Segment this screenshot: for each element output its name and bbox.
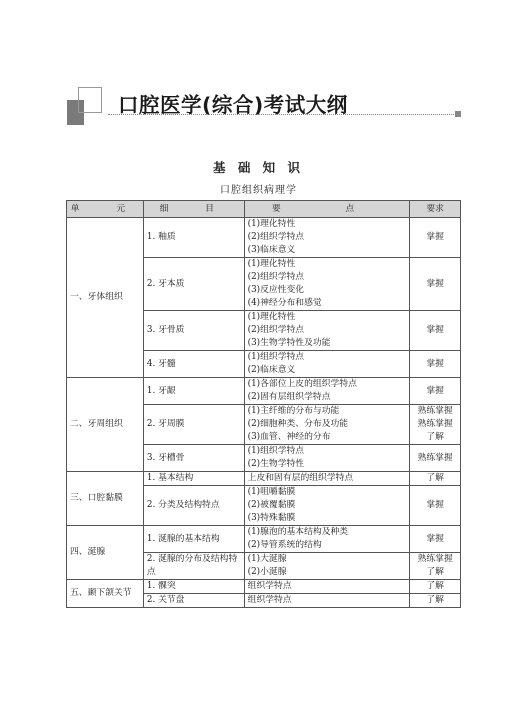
requirement-cell (410, 311, 461, 351)
key-point: (1)理化特性 (247, 259, 296, 269)
detail-item: 2. 涎腺的分布及结构特点 (143, 553, 244, 580)
requirement-level: 熟练掌握 (417, 452, 453, 463)
detail-item: 2. 关节盘 (143, 594, 244, 608)
key-point: (1)大涎腺 (247, 554, 287, 564)
unit-name: 五、颞下颌关节 (67, 580, 144, 608)
requirement-level: 了解 (426, 473, 444, 483)
requirement-level: 掌握 (426, 232, 444, 242)
key-points-cell (244, 594, 410, 608)
key-point: (1)主纤维的分布与功能 (247, 406, 340, 416)
key-point: (4)神经分布和感觉 (247, 298, 322, 308)
table-row (67, 472, 461, 486)
key-point: (2)组织学特点 (247, 272, 305, 282)
detail-item: 4. 牙髓 (143, 351, 244, 378)
book-title: 口腔医学(综合)考试大纲 (118, 93, 348, 117)
requirement-level: 掌握 (426, 500, 444, 510)
key-point: 组织学特点 (247, 581, 292, 591)
table-row (67, 378, 461, 405)
requirement-cell (410, 594, 461, 608)
key-point: 上皮和固有层的组织学特点 (247, 473, 354, 483)
key-points-cell (244, 472, 410, 486)
detail-item: 3. 牙槽骨 (143, 445, 244, 472)
requirement-cell (410, 405, 461, 445)
table-row (67, 218, 461, 258)
requirement-level: 掌握 (426, 533, 444, 544)
requirement-cell (410, 486, 461, 526)
key-points-cell (244, 351, 410, 378)
key-point: (2)临床意义 (247, 365, 296, 375)
key-point: (1)组织学特点 (247, 446, 305, 456)
requirement-cell (410, 351, 461, 378)
detail-item: 3. 牙骨质 (143, 311, 244, 351)
detail-item: 1. 基本结构 (143, 472, 244, 486)
key-point: (2)被覆黏膜 (247, 500, 296, 510)
header-dotted-rule (108, 114, 454, 115)
key-point: (3)生物学特性及功能 (247, 338, 331, 348)
requirement-cell (410, 378, 461, 405)
key-points-cell (244, 580, 410, 594)
requirement-level: 熟练掌握 (417, 406, 453, 416)
requirement-level: 了解 (426, 581, 444, 591)
key-point: (1)组织学特点 (247, 352, 305, 362)
column-header-detail: 细 目 (143, 201, 244, 218)
key-point: (3)反应性变化 (247, 285, 305, 295)
key-points-cell (244, 311, 410, 351)
table-header-row (67, 201, 461, 218)
key-point: (2)生物学特性 (247, 459, 305, 469)
key-points-cell (244, 553, 410, 580)
table-row (67, 526, 461, 553)
key-points-cell (244, 405, 410, 445)
key-point: (1)腺泡的基本结构及种类 (247, 527, 349, 537)
header-decoration-frame (78, 87, 102, 113)
detail-item: 1. 髁突 (143, 580, 244, 594)
unit-name: 一、牙体组织 (67, 218, 144, 378)
key-point: (1)咀嚼黏膜 (247, 487, 296, 497)
requirement-level: 了解 (426, 595, 444, 605)
column-header-unit: 单 元 (67, 201, 144, 218)
requirement-level: 熟练掌握 (417, 419, 453, 429)
requirement-cell (410, 526, 461, 553)
requirement-level: 掌握 (426, 358, 444, 369)
key-points-cell (244, 258, 410, 311)
key-points-cell (244, 445, 410, 472)
key-points-cell (244, 486, 410, 526)
column-header-requirement: 要求 (410, 201, 461, 218)
key-point: 组织学特点 (247, 595, 292, 605)
key-point: (1)理化特性 (247, 219, 296, 229)
requirement-level: 熟练掌握 (417, 554, 453, 564)
requirement-level: 了解 (426, 567, 444, 577)
key-point: (2)细胞种类、分布及功能 (247, 419, 349, 429)
detail-item: 2. 牙周膜 (143, 405, 244, 445)
key-point: (3)特殊黏膜 (247, 513, 296, 523)
requirement-level: 掌握 (426, 325, 444, 335)
key-point: (3)临床意义 (247, 245, 296, 255)
column-header-points: 要 点 (244, 201, 410, 218)
key-points-cell (244, 378, 410, 405)
header-rule-end-marker (455, 111, 461, 117)
requirement-level: 了解 (426, 432, 444, 442)
detail-item: 1. 釉质 (143, 218, 244, 258)
unit-name: 四、涎腺 (67, 526, 144, 580)
detail-item: 2. 分类及结构特点 (143, 486, 244, 526)
key-point: (2)固有层组织学特点 (247, 392, 331, 402)
key-point: (2)组织学特点 (247, 232, 305, 242)
detail-item: 2. 牙本质 (143, 258, 244, 311)
syllabus-table (66, 200, 461, 608)
section-title: 基 础 知 识 (212, 160, 305, 175)
key-points-cell (244, 526, 410, 553)
requirement-cell (410, 580, 461, 594)
table-row (67, 580, 461, 594)
key-point: (2)导管系统的结构 (247, 540, 322, 550)
requirement-cell (410, 218, 461, 258)
detail-item: 1. 牙龈 (143, 378, 244, 405)
requirement-cell (410, 445, 461, 472)
requirement-cell (410, 258, 461, 311)
subject-title: 口腔组织病理学 (220, 185, 297, 196)
detail-item: 1. 涎腺的基本结构 (143, 526, 244, 553)
key-point: (2)组织学特点 (247, 325, 305, 335)
unit-name: 三、口腔黏膜 (67, 472, 144, 526)
key-points-cell (244, 218, 410, 258)
key-point: (2)小涎腺 (247, 567, 287, 577)
unit-name: 二、牙周组织 (67, 378, 144, 472)
key-point: (3)血管、神经的分布 (247, 432, 331, 442)
requirement-cell (410, 553, 461, 580)
requirement-cell (410, 472, 461, 486)
requirement-level: 掌握 (426, 385, 444, 396)
requirement-level: 掌握 (426, 278, 444, 289)
key-point: (1)理化特性 (247, 312, 296, 322)
key-point: (1)各部位上皮的组织学特点 (247, 379, 357, 389)
